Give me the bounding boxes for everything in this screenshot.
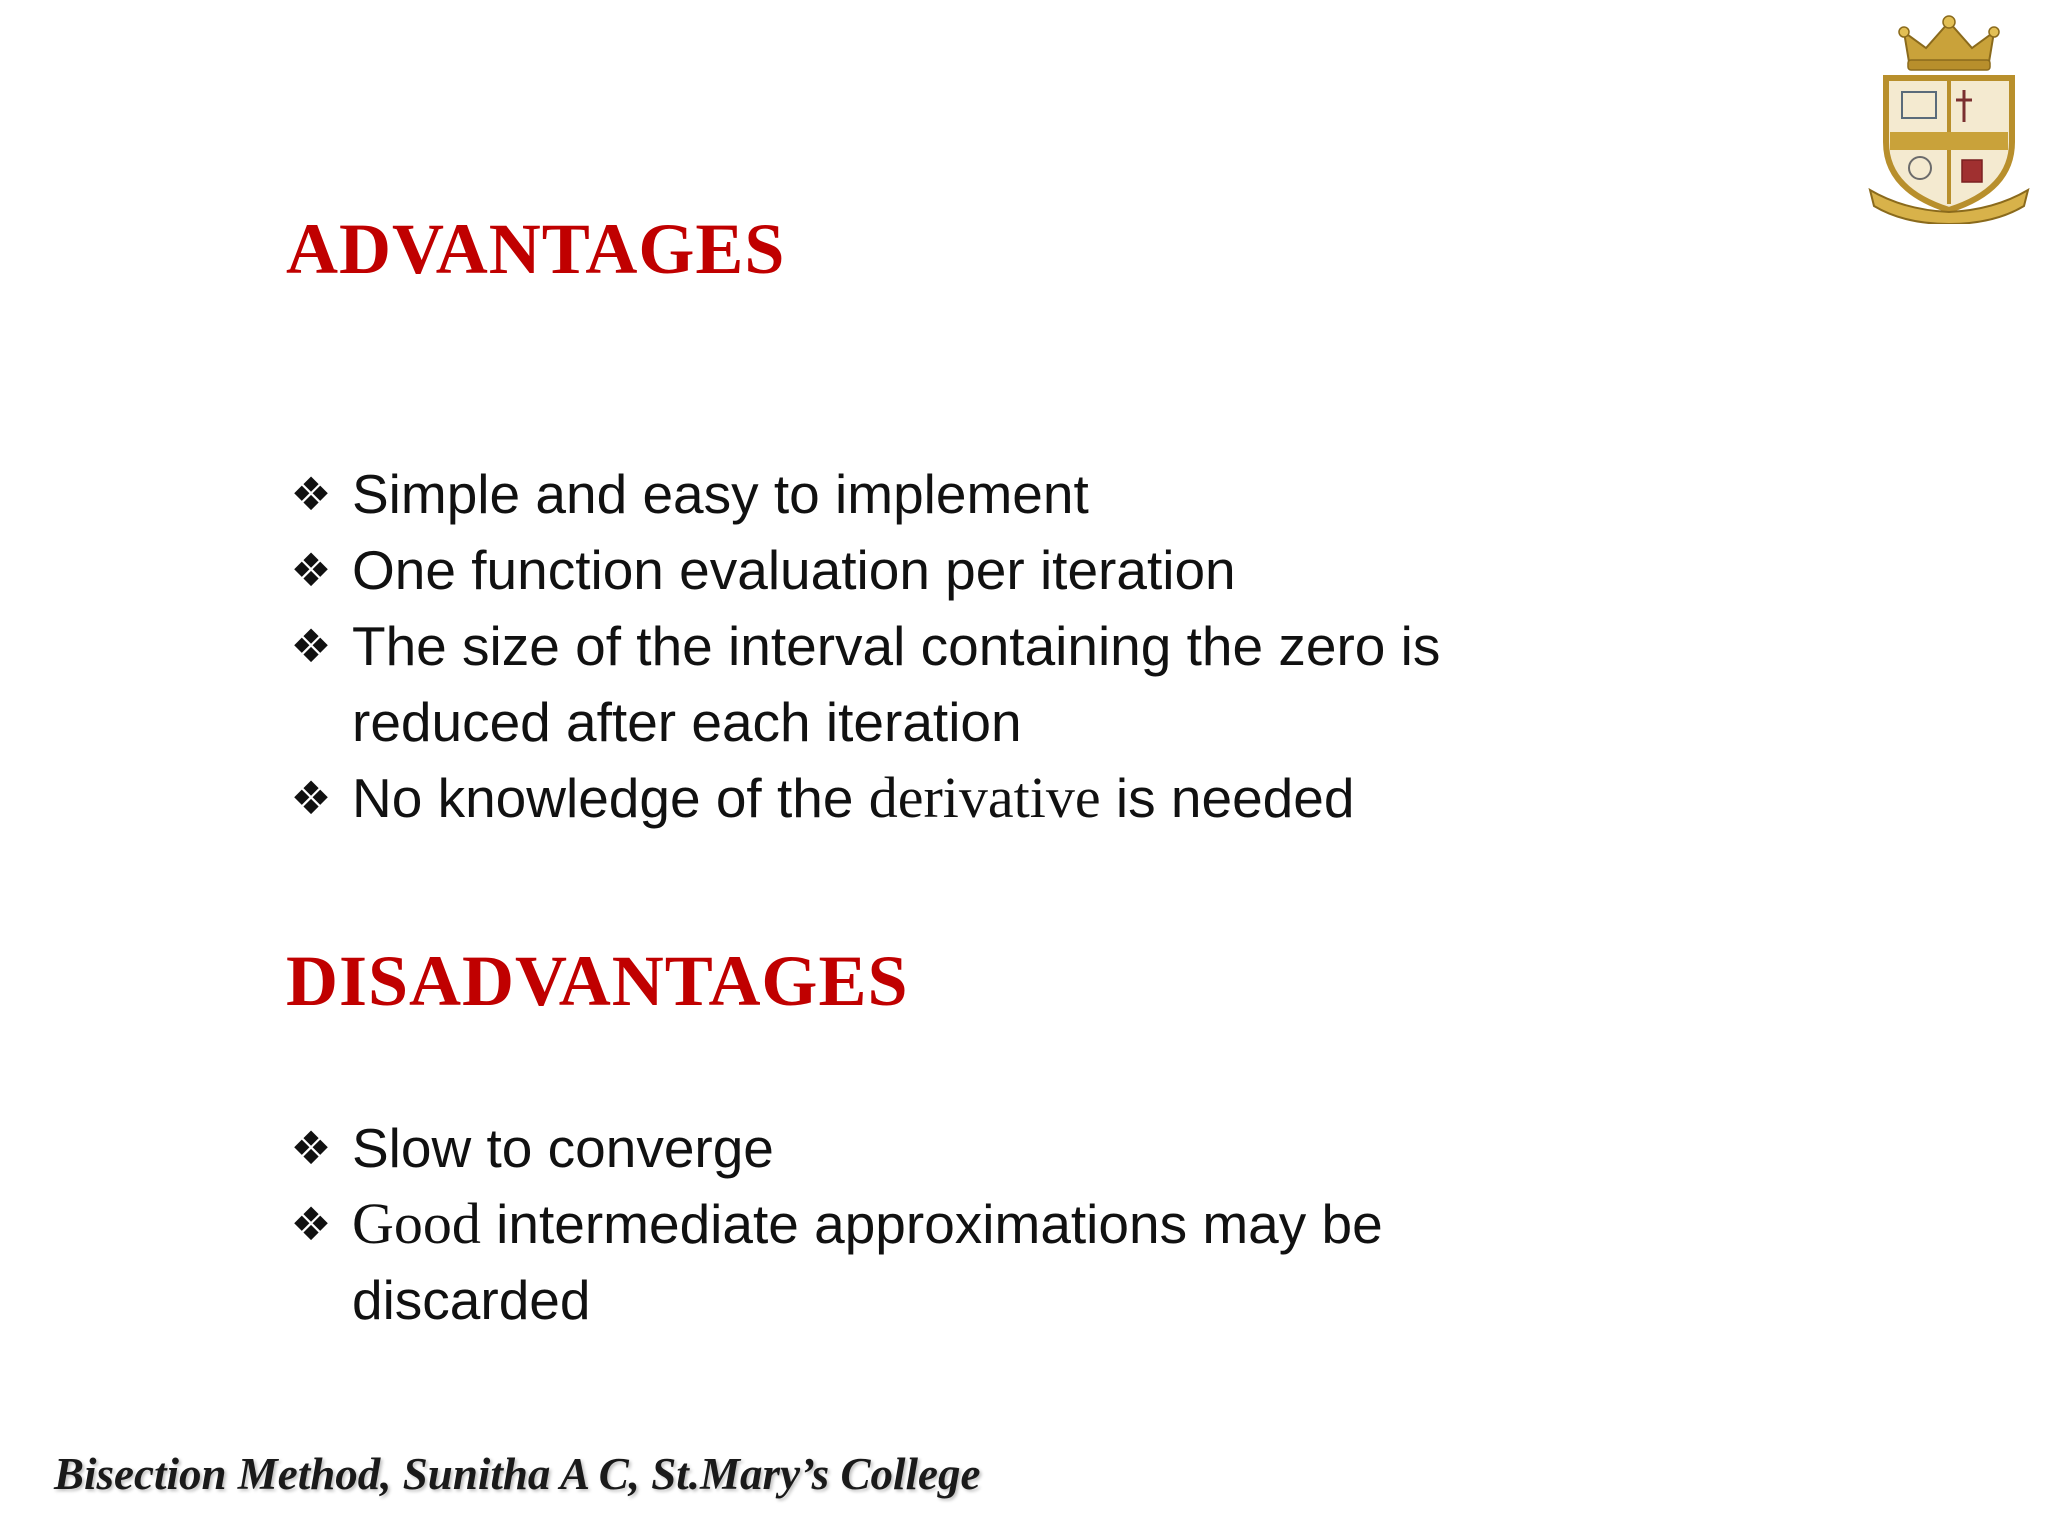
disadvantage-item: ❖ Slow to converge <box>286 1110 1586 1186</box>
advantages-heading: ADVANTAGES <box>286 209 786 289</box>
diamond-bullet-icon: ❖ <box>290 619 332 673</box>
disadvantages-list <box>286 1110 1586 1338</box>
diamond-bullet-icon: ❖ <box>290 467 332 521</box>
diamond-bullet-icon: ❖ <box>290 1121 332 1175</box>
advantage-item: ❖ Simple and easy to implement <box>286 456 1586 532</box>
diamond-bullet-icon: ❖ <box>290 1197 332 1251</box>
advantage-item: ❖ The size of the interval containing the zero is reduced after each iteration <box>286 608 1586 760</box>
disadvantages-heading: DISADVANTAGES <box>286 941 909 1021</box>
diamond-bullet-icon: ❖ <box>290 543 332 597</box>
college-crest-icon <box>1864 14 2034 224</box>
slide-footer: Bisection Method, Sunitha A C, St.Mary’s College <box>54 1449 981 1499</box>
advantages-list <box>286 456 1586 836</box>
advantage-item: ❖ One function evaluation per iteration <box>286 532 1586 608</box>
diamond-bullet-icon: ❖ <box>290 771 332 825</box>
advantage-item: ❖ No knowledge of the derivative is needed <box>286 760 1586 836</box>
disadvantage-item: ❖ Good intermediate approximations may be discarded <box>286 1186 1586 1338</box>
